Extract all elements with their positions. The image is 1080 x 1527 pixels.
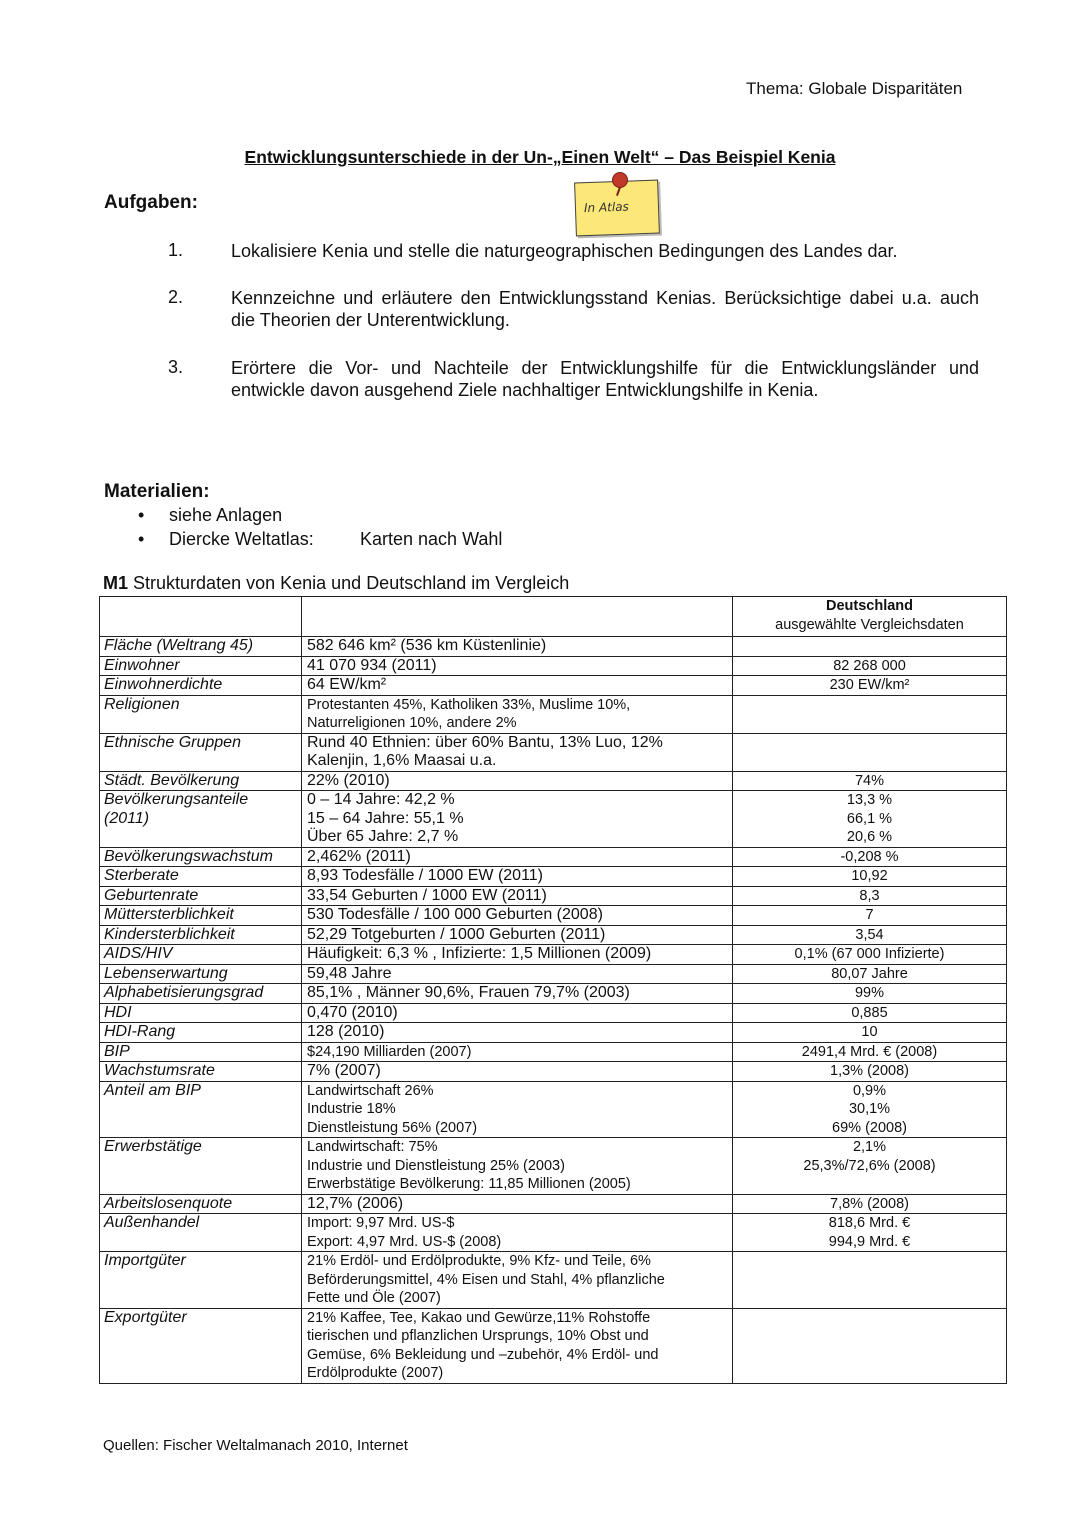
page-theme: Thema: Globale Disparitäten	[746, 79, 963, 98]
kenya-value-line: 7% (2007)	[307, 1062, 381, 1079]
germany-value-line: 818,6 Mrd. €	[828, 1215, 911, 1231]
row-label: Einwohnerdichte	[100, 676, 302, 696]
kenya-value	[302, 656, 733, 676]
kenya-value	[302, 733, 733, 771]
germany-value-line: 99%	[854, 985, 885, 1001]
bullet-icon: •	[138, 529, 145, 549]
germany-value	[733, 695, 1007, 733]
task-text: Lokalisiere Kenia und stelle die naturgeographischen Bedingungen des Landes dar.	[231, 241, 898, 261]
sticky-note	[574, 180, 660, 237]
row-label: Ethnische Gruppen	[100, 733, 302, 771]
kenya-value-line: 2,462% (2011)	[307, 847, 411, 865]
germany-value-line: 994,9 Mrd. €	[828, 1233, 911, 1250]
row-label: Geburtenrate	[100, 886, 302, 906]
table-row	[100, 1214, 1007, 1252]
row-label: Wachstumsrate	[100, 1062, 302, 1082]
kenya-value-line: Häufigkeit: 6,3 % , Infizierte: 1,5 Millionen (2009)	[307, 945, 652, 962]
kenya-value	[302, 1138, 733, 1195]
germany-value-line: 30,1%	[848, 1101, 891, 1117]
table-row	[100, 1081, 1007, 1138]
germany-value-line: 13,3 %	[846, 792, 893, 808]
task-number: 1.	[168, 240, 184, 260]
germany-value	[733, 925, 1007, 945]
germany-value-line: 80,07 Jahre	[831, 965, 908, 982]
kenya-value-line: 59,48 Jahre	[307, 964, 392, 982]
germany-value	[733, 964, 1007, 984]
table-row	[100, 925, 1007, 945]
row-label: Kindersterblichkeit	[100, 925, 302, 945]
kenya-value-line: 64 EW/km²	[307, 676, 387, 693]
kenya-value	[302, 1003, 733, 1023]
tasks-heading: Aufgaben:	[104, 192, 198, 213]
source-note: Quellen: Fischer Weltalmanach 2010, Internet	[103, 1437, 408, 1454]
germany-value-line: 69% (2008)	[832, 1119, 907, 1136]
kenya-value	[302, 1042, 733, 1062]
germany-value	[733, 1042, 1007, 1062]
kenya-value	[302, 1252, 733, 1309]
kenya-value	[302, 695, 733, 733]
table-row	[100, 676, 1007, 696]
materials-heading: Materialien:	[104, 481, 210, 502]
kenya-value	[302, 906, 733, 926]
table-row	[100, 1252, 1007, 1309]
table-row	[100, 886, 1007, 906]
germany-value	[733, 637, 1007, 657]
germany-value-line: 2491,4 Mrd. € (2008)	[801, 1043, 938, 1060]
kenya-value	[302, 1081, 733, 1138]
row-label: Lebenserwartung	[100, 964, 302, 984]
table-row	[100, 695, 1007, 733]
kenya-value-line: 530 Todesfälle / 100 000 Geburten (2008)	[307, 906, 603, 923]
germany-value-line: 10	[861, 1024, 878, 1040]
table-row	[100, 1194, 1007, 1214]
germany-value	[733, 1214, 1007, 1252]
kenya-value-line: Export: 4,97 Mrd. US-$ (2008)	[307, 1233, 502, 1250]
germany-value	[733, 656, 1007, 676]
kenya-value	[302, 1308, 733, 1383]
table-row	[100, 984, 1007, 1004]
kenya-value	[302, 945, 733, 965]
table-row	[100, 1023, 1007, 1043]
kenya-value	[302, 1062, 733, 1082]
kenya-value-line: Import: 9,97 Mrd. US-$	[307, 1215, 455, 1231]
kenya-value-line: Gemüse, 6% Bekleidung und –zubehör, 4% Erdöl- und	[307, 1346, 659, 1363]
table-row	[100, 637, 1007, 657]
kenya-value-line: 33,54 Geburten / 1000 EW (2011)	[307, 886, 547, 904]
kenya-value	[302, 1023, 733, 1043]
kenya-value	[302, 771, 733, 791]
table-row	[100, 1308, 1007, 1383]
m1-caption-text: Strukturdaten von Kenia und Deutschland im Vergleich	[133, 573, 570, 593]
table-row	[100, 733, 1007, 771]
kenya-value-line: Erwerbstätige Bevölkerung: 11,85 Millionen (2005)	[307, 1176, 631, 1192]
germany-value	[733, 847, 1007, 867]
row-label: Erwerbstätige	[100, 1138, 302, 1195]
germany-value	[733, 1023, 1007, 1043]
germany-value-line: 3,54	[855, 926, 884, 943]
row-label: Religionen	[100, 695, 302, 733]
germany-value-line: 10,92	[851, 868, 888, 884]
germany-header-title: Deutschland	[825, 598, 913, 614]
germany-value	[733, 771, 1007, 791]
kenya-value	[302, 964, 733, 984]
germany-value	[733, 1138, 1007, 1195]
germany-value-line: 0,885	[851, 1004, 888, 1021]
table-row	[100, 847, 1007, 867]
row-label: Importgüter	[100, 1252, 302, 1309]
table-header-row	[100, 597, 1007, 637]
kenya-value	[302, 1194, 733, 1214]
kenya-value	[302, 847, 733, 867]
germany-value	[733, 733, 1007, 771]
kenya-value-line: Landwirtschaft 26%	[307, 1082, 434, 1099]
germany-value-line: 8,3	[859, 887, 880, 904]
kenya-value-line: 0 – 14 Jahre: 42,2 %	[307, 791, 455, 808]
row-label: Bevölkerungswachstum	[100, 847, 302, 867]
kenya-value-line: 15 – 64 Jahre: 55,1 %	[307, 809, 464, 827]
material-item: siehe Anlagen	[169, 505, 283, 525]
row-label: Außenhandel	[100, 1214, 302, 1252]
row-label: Exportgüter	[100, 1308, 302, 1383]
kenya-value-line: 21% Kaffee, Tee, Kakao und Gewürze,11% Rohstoffe	[307, 1309, 651, 1326]
germany-header	[733, 597, 1007, 637]
germany-value-line: 2,1%	[852, 1139, 887, 1155]
page-title: Entwicklungsunterschiede in der Un-„Einen Welt“ – Das Beispiel Kenia	[244, 147, 836, 167]
kenya-value-line: 85,1% , Männer 90,6%, Frauen 79,7% (2003)	[307, 984, 630, 1001]
kenya-value	[302, 867, 733, 887]
germany-value	[733, 676, 1007, 696]
germany-value	[733, 1194, 1007, 1214]
kenya-value	[302, 925, 733, 945]
table-row	[100, 656, 1007, 676]
table-row	[100, 1003, 1007, 1023]
sticky-note-text: In Atlas	[583, 199, 630, 216]
task-text: Kennzeichne und erläutere den Entwicklungsstand Kenias. Berücksichtige dabei u.a. auch die Theorien der Unterentwicklung.	[231, 288, 979, 330]
kenya-value-line: Fette und Öle (2007)	[307, 1290, 441, 1306]
kenya-value-line: 128 (2010)	[307, 1023, 385, 1040]
table-row	[100, 1062, 1007, 1082]
task-number: 3.	[168, 357, 184, 377]
table-row	[100, 945, 1007, 965]
kenya-value-line: Über 65 Jahre: 2,7 %	[307, 828, 459, 845]
row-label: Arbeitslosenquote	[100, 1194, 302, 1214]
row-label: Anteil am BIP	[100, 1081, 302, 1138]
kenya-value-line: 22% (2010)	[307, 771, 390, 789]
germany-header-sub: ausgewählte Vergleichsdaten	[775, 617, 964, 633]
kenya-value-line: 41 070 934 (2011)	[307, 656, 437, 674]
germany-value	[733, 1252, 1007, 1309]
kenya-value-line: Landwirtschaft: 75%	[307, 1139, 438, 1155]
germany-value	[733, 945, 1007, 965]
kenya-value-line: Naturreligionen 10%, andere 2%	[307, 715, 517, 731]
kenya-value-line: 0,470 (2010)	[307, 1003, 398, 1021]
germany-value	[733, 791, 1007, 848]
structure-data-table	[99, 596, 1007, 1384]
row-label: HDI-Rang	[100, 1023, 302, 1043]
kenya-value-line: $24,190 Milliarden (2007)	[307, 1043, 472, 1060]
germany-value	[733, 1308, 1007, 1383]
germany-value	[733, 984, 1007, 1004]
kenya-value-line: Beförderungsmittel, 4% Eisen und Stahl, 4% pflanzliche	[307, 1271, 665, 1288]
row-label: Sterberate	[100, 867, 302, 887]
row-label: Fläche (Weltrang 45)	[100, 637, 302, 657]
task-text: Erörtere die Vor- und Nachteile der Entwicklungshilfe für die Entwicklungsländer und entwickle davon ausgehend Ziele nachhaltiger Entwicklungshilfe in Kenia.	[231, 358, 979, 400]
germany-value-line: 1,3% (2008)	[830, 1063, 909, 1079]
germany-value-line: 20,6 %	[846, 829, 893, 845]
table-row	[100, 1042, 1007, 1062]
germany-value-line: 66,1 %	[846, 810, 893, 827]
germany-value-line: 7,8% (2008)	[830, 1195, 909, 1212]
germany-value	[733, 1081, 1007, 1138]
row-label: Müttersterblichkeit	[100, 906, 302, 926]
m1-label: M1	[103, 573, 129, 593]
kenya-value-line: Dienstleistung 56% (2007)	[307, 1119, 478, 1136]
kenya-value	[302, 1214, 733, 1252]
pushpin-icon	[612, 172, 628, 188]
germany-value	[733, 906, 1007, 926]
kenya-value-line: 8,93 Todesfälle / 1000 EW (2011)	[307, 867, 543, 884]
kenya-value-line: Industrie und Dienstleistung 25% (2003)	[307, 1157, 565, 1174]
kenya-value-line: 21% Erdöl- und Erdölprodukte, 9% Kfz- und Teile, 6%	[307, 1253, 651, 1269]
germany-value	[733, 1062, 1007, 1082]
germany-value-line: 82 268 000	[833, 657, 906, 674]
kenya-value	[302, 984, 733, 1004]
kenya-value-line: Kalenjin, 1,6% Maasai u.a.	[307, 752, 497, 769]
kenya-value	[302, 637, 733, 657]
germany-value	[733, 1003, 1007, 1023]
germany-value-line: 230 EW/km²	[829, 677, 910, 693]
row-label: Alphabetisierungsgrad	[100, 984, 302, 1004]
kenya-value-line: Erdölprodukte (2007)	[307, 1365, 444, 1381]
kenya-value-line: Industrie 18%	[307, 1101, 396, 1117]
kenya-value-line: tierischen und pflanzlichen Ursprungs, 10% Obst und	[307, 1328, 649, 1344]
table-row	[100, 791, 1007, 848]
task-number: 2.	[168, 287, 184, 307]
table-row	[100, 906, 1007, 926]
germany-value-line: 0,9%	[852, 1082, 887, 1099]
bullet-icon: •	[138, 505, 145, 525]
row-label: AIDS/HIV	[100, 945, 302, 965]
kenya-value	[302, 676, 733, 696]
germany-value-line: 0,1% (67 000 Infizierte)	[794, 946, 945, 962]
row-label: BIP	[100, 1042, 302, 1062]
kenya-value	[302, 791, 733, 848]
row-label: Einwohner	[100, 656, 302, 676]
row-label: Bevölkerungsanteile (2011)	[100, 791, 302, 848]
table-row	[100, 964, 1007, 984]
kenya-value-line: Protestanten 45%, Katholiken 33%, Muslime 10%,	[307, 696, 631, 713]
kenya-value-line: 52,29 Totgeburten / 1000 Geburten (2011)	[307, 925, 606, 943]
table-row	[100, 771, 1007, 791]
table-row	[100, 867, 1007, 887]
m1-caption	[103, 573, 569, 594]
material-item: Diercke Weltatlas:	[169, 529, 314, 549]
kenya-value-line: Rund 40 Ethnien: über 60% Bantu, 13% Luo, 12%	[307, 733, 663, 751]
row-label: Städt. Bevölkerung	[100, 771, 302, 791]
germany-value-line: 74%	[854, 772, 885, 789]
germany-value-line: 25,3%/72,6% (2008)	[803, 1157, 936, 1174]
kenya-value-line: 12,7% (2006)	[307, 1194, 404, 1212]
kenya-value-line: 582 646 km² (536 km Küstenlinie)	[307, 637, 547, 654]
material-atlas-detail: Karten nach Wahl	[360, 529, 503, 549]
table-row	[100, 1138, 1007, 1195]
germany-value	[733, 886, 1007, 906]
germany-value-line: -0,208 %	[840, 848, 899, 865]
row-label: HDI	[100, 1003, 302, 1023]
germany-value	[733, 867, 1007, 887]
germany-value-line: 7	[865, 907, 874, 923]
kenya-value	[302, 886, 733, 906]
